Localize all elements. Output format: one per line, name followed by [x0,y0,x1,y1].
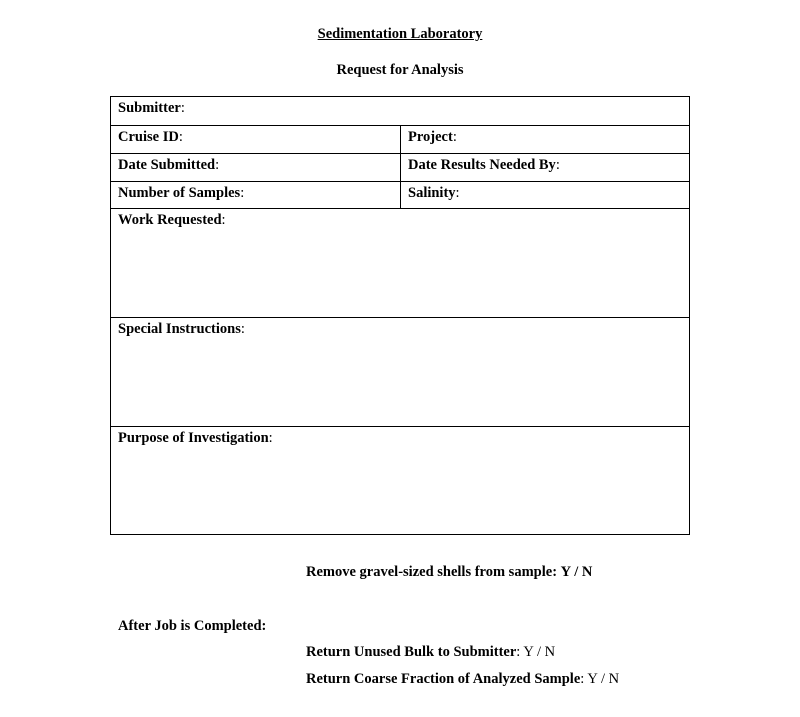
return-bulk-label: Return Unused Bulk to Submitter [306,644,517,660]
return-bulk-options[interactable]: Y / N [523,644,556,660]
salinity-field[interactable] [401,182,689,208]
row-samples-salinity [111,182,689,209]
row-work-requested [111,209,689,318]
remove-gravel-label: Remove gravel-sized shells from sample [306,564,553,580]
colon: : [268,430,273,446]
remove-gravel-options[interactable]: Y / N [560,564,593,580]
request-form [110,96,690,535]
cruise-id-label: Cruise ID [118,129,179,145]
after-job-heading-text: After Job is Completed: [118,618,267,634]
colon: : [240,185,245,201]
number-of-samples-label: Number of Samples [118,185,241,201]
date-results-needed-field[interactable] [401,154,689,181]
colon: : [178,129,183,145]
submitter-label: Submitter [118,100,181,116]
work-requested-field[interactable] [111,209,689,317]
page-subtitle: Request for Analysis [336,62,464,78]
colon: : [240,321,245,337]
return-coarse-options[interactable]: Y / N [587,671,620,687]
colon: : [452,129,457,145]
after-job-heading [118,618,266,635]
return-bulk-question [306,644,555,661]
purpose-field[interactable] [111,427,689,534]
colon: : [555,157,560,173]
colon: : [455,185,460,201]
colon: : [180,100,185,116]
work-requested-label: Work Requested [118,212,222,228]
salinity-label: Salinity [408,185,456,201]
colon: : [221,212,226,228]
purpose-label: Purpose of Investigation [118,430,269,446]
date-submitted-field[interactable] [111,154,401,181]
number-of-samples-field[interactable] [111,182,401,208]
row-purpose [111,427,689,534]
date-submitted-label: Date Submitted [118,157,216,173]
page-title: Sedimentation Laboratory [317,26,483,42]
return-coarse-label: Return Coarse Fraction of Analyzed Sample [306,671,581,687]
cruise-id-field[interactable] [111,126,401,153]
colon: : [516,644,521,660]
row-special-instructions [111,318,689,427]
colon: : [552,564,558,580]
colon: : [215,157,220,173]
row-cruise-project [111,126,689,154]
row-dates [111,154,689,182]
row-submitter [111,97,689,126]
return-coarse-question [306,671,619,688]
submitter-field[interactable] [111,97,689,125]
special-instructions-field[interactable] [111,318,689,426]
date-results-needed-label: Date Results Needed By [408,157,556,173]
project-field[interactable] [401,126,689,153]
special-instructions-label: Special Instructions [118,321,241,337]
project-label: Project [408,129,453,145]
remove-gravel-question [306,564,592,581]
colon: : [580,671,585,687]
